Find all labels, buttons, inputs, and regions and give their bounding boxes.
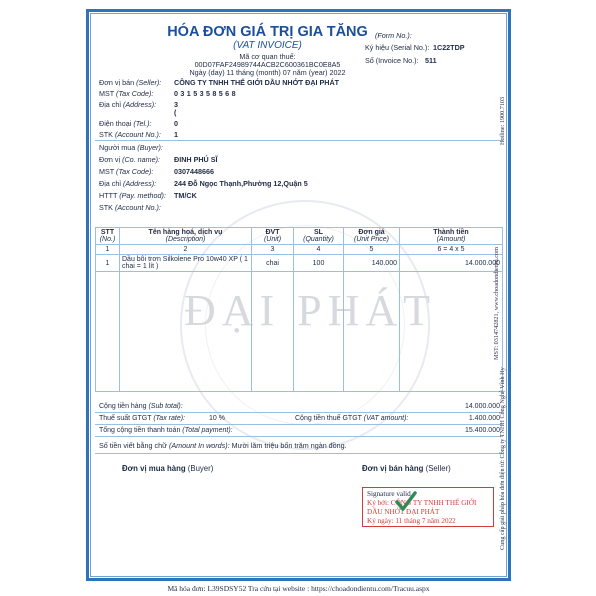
total-value: 15.400.000 [464, 427, 500, 434]
item-description: Dầu bôi trơn Silkolene Pro 10w40 XP ( 1 chai = 1 lít ) [120, 255, 252, 272]
total-row [95, 426, 503, 437]
item-unit: chai [252, 255, 294, 272]
items-table [95, 227, 503, 392]
invoice-subtitle: (VAT INVOICE) [233, 40, 302, 51]
buyer-address: 244 Đỗ Ngọc Thạnh,Phường 12,Quận 5 [174, 179, 308, 188]
seller-account: 1 [174, 130, 178, 139]
buyer-company-row: Đơn vị (Co. name): [99, 155, 161, 164]
buyer-payment-row: HTTT (Pay. method): [99, 191, 166, 200]
tax-authority-code: 00D07FAF24989744ACB2C600361BC0E8A5 [194, 60, 341, 69]
table-row [96, 255, 503, 272]
side-text-provider: Cung cấp giải pháp hóa đơn điện tử: Công ty TNHH Công Nghệ Vĩnh Hy [499, 367, 506, 550]
table-cell: 1 [96, 245, 120, 255]
subtotal-value: 14.000.000 [464, 403, 500, 410]
subtotal-label: Cộng tiền hàng (Sub total): [99, 403, 183, 410]
invoice-footer: Mã hóa đơn: L39SDSY52 Tra cứu tại website : https://choadondientu.com/Tracuu.aspx [167, 584, 430, 593]
table-cell: 5 [344, 245, 400, 255]
check-icon [395, 490, 417, 512]
serial-value: 1C22TDP [433, 43, 465, 52]
invoice-no-label: Số (Invoice No.): [365, 56, 419, 65]
tax-authority-code-label: Mã cơ quan thuế: [239, 52, 296, 61]
seller-tax-code-row: MST (Tax Code): [99, 89, 154, 98]
side-text-provider-tax: MST: 0314742821, www.choadondientu.com [493, 247, 500, 360]
watermark-logo-text: ĐẠI PHÁT [183, 286, 437, 335]
table-empty-area [96, 272, 503, 392]
vat-amount-label: Cộng tiền thuế GTGT (VAT amount): [295, 415, 409, 422]
invoice-no-value: 511 [425, 56, 437, 65]
buyer-tax-code: 0307448666 [174, 167, 214, 176]
seller-address-line2: ( [174, 108, 177, 117]
seller-tax-code: 0315358568 [174, 89, 238, 98]
seller-buyer-divider [95, 140, 503, 141]
seller-phone: 0 [174, 119, 178, 128]
vat-rate-value: 10 % [209, 415, 225, 422]
seller-signature-title: Đơn vị bán hàng (Seller) [362, 464, 451, 473]
amount-in-words-value: Mười lăm triệu bốn trăm ngàn đồng. [231, 441, 347, 450]
col-header-description: Tên hàng hoá, dịch vụ (Description) [120, 228, 252, 245]
digital-signature-box [362, 487, 494, 527]
signature-valid-text: Signature valid [367, 490, 411, 498]
seller-address-row: Địa chỉ (Address): [99, 100, 157, 109]
item-amount: 14.000.000 [400, 255, 503, 272]
form-no-label: (Form No.): [375, 31, 412, 40]
seller-account-row: STK (Account No.): [99, 130, 161, 139]
seller-phone-row: Điện thoại (Tel.): [99, 119, 152, 128]
vat-row [95, 414, 503, 425]
vat-rate-label: Thuế suất GTGT (Tax rate): [99, 415, 185, 422]
col-header-amount: Thành tiền (Amount) [400, 228, 503, 245]
side-text-hotline: Hotline: 1900.7103 [499, 96, 506, 145]
total-label: Tổng cộng tiền thanh toán (Total payment): [99, 427, 233, 434]
buyer-address-row: Địa chỉ (Address): [99, 179, 157, 188]
table-index-row [96, 245, 503, 255]
invoice-title: HÓA ĐƠN GIÁ TRỊ GIA TĂNG [167, 24, 368, 40]
col-header-unit: ĐVT (Unit) [252, 228, 294, 245]
table-cell: 2 [120, 245, 252, 255]
item-quantity: 100 [294, 255, 344, 272]
item-no: 1 [96, 255, 120, 272]
buyer-signature-title: Đơn vị mua hàng (Buyer) [122, 464, 214, 473]
seller-name-row: Đơn vị bán (Seller): [99, 78, 162, 87]
signed-by: Ký bởi: CÔNG TY TNHH THẾ GIỚI DẦU NHỚT ĐẠI PHÁT [367, 499, 477, 516]
col-header-no: STT (No.) [96, 228, 120, 245]
signed-date: Ký ngày: 11 tháng 7 năm 2022 [367, 517, 456, 525]
seller-address: 3 [174, 100, 178, 109]
vat-amount-value: 1.400.000 [468, 415, 500, 422]
table-cell: 6 = 4 x 5 [400, 245, 503, 255]
totals-divider [95, 453, 503, 454]
buyer-tax-code-row: MST (Tax Code): [99, 167, 154, 176]
table-header-row [96, 228, 503, 245]
subtotal-row [95, 402, 503, 413]
amount-in-words: Số tiền viết bằng chữ (Amount In words): Mười lăm triệu bốn trăm ngàn đồng. [99, 441, 347, 450]
buyer-account-row: STK (Account No.): [99, 203, 161, 212]
col-header-unit-price: Đơn giá (Unit Price) [344, 228, 400, 245]
buyer-payment: TM/CK [174, 191, 197, 200]
table-cell: 4 [294, 245, 344, 255]
table-cell: 3 [252, 245, 294, 255]
col-header-quantity: SL (Quantity) [294, 228, 344, 245]
buyer-company: ĐINH PHÚ SĨ [174, 155, 218, 164]
item-unit-price: 140.000 [344, 255, 400, 272]
invoice-date: Ngày (day) 11 tháng (month) 07 năm (year) 2022 [189, 68, 346, 77]
serial-label: Ký hiệu (Serial No.): [365, 43, 430, 52]
buyer-row: Người mua (Buyer): [99, 143, 163, 152]
seller-name: CÔNG TY TNHH THẾ GIỚI DẦU NHỚT ĐẠI PHÁT [174, 78, 340, 87]
